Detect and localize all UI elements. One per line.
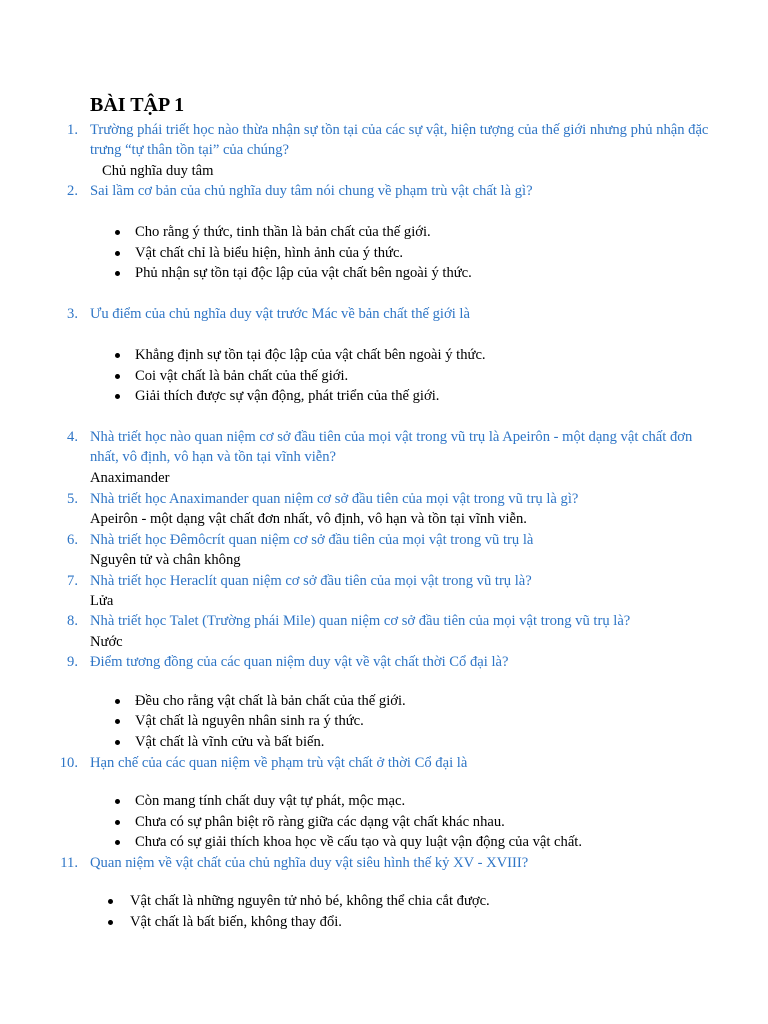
bullet-dot: [108, 920, 113, 925]
question-text: Điểm tương đồng của các quan niệm duy vật về vật chất thời Cổ đại là?: [90, 654, 509, 670]
question-number: 11.: [60, 855, 78, 871]
bullet-dot: [115, 230, 120, 235]
answer-7: Lửa: [90, 593, 114, 609]
question-number: 3.: [67, 306, 78, 322]
question-text: Nhà triết học nào quan niệm cơ sở đầu tiên của mọi vật trong vũ trụ là Apeirôn - một dạng vật chất đơn nhất, vô định, vô hạn và tồn tại vĩnh viễn?: [90, 429, 693, 465]
answer-6: Nguyên tử và chân không: [90, 552, 241, 568]
question-text: Sai lầm cơ bản của chủ nghĩa duy tâm nói chung về phạm trù vật chất là gì?: [90, 183, 533, 199]
bullet-dot: [115, 740, 120, 745]
answer-5: Apeirôn - một dạng vật chất đơn nhất, vô định, vô hạn và tồn tại vĩnh viễn.: [90, 511, 527, 527]
question-text: Nhà triết học Heraclít quan niệm cơ sở đầu tiên của mọi vật trong vũ trụ là?: [90, 573, 532, 589]
question-number: 5.: [67, 491, 78, 507]
bullet-dot: [108, 899, 113, 904]
answer-4: Anaximander: [90, 470, 170, 486]
list-item: Đều cho rằng vật chất là bản chất của thế giới.: [135, 693, 406, 709]
bullet-dot: [115, 840, 120, 845]
list-item: Còn mang tính chất duy vật tự phát, mộc mạc.: [135, 793, 406, 809]
bullet-dot: [115, 719, 120, 724]
list-item: Chưa có sự phân biệt rõ ràng giữa các dạng vật chất khác nhau.: [135, 814, 505, 830]
question-number: 6.: [67, 532, 78, 548]
question-text: Ưu điểm của chủ nghĩa duy vật trước Mác về bản chất thế giới là: [90, 306, 470, 322]
question-text: Nhà triết học Đêmôcrít quan niệm cơ sở đầu tiên của mọi vật trong vũ trụ là: [90, 532, 534, 548]
answer-1: Chủ nghĩa duy tâm: [102, 163, 214, 179]
page-title: BÀI TẬP 1: [90, 94, 185, 116]
list-item: Vật chất chỉ là biểu hiện, hình ảnh của ý thức.: [135, 245, 404, 261]
question-number: 1.: [67, 122, 78, 138]
bullet-dot: [115, 271, 120, 276]
answer-8: Nước: [90, 634, 123, 650]
list-item: Vật chất là bất biến, không thay đổi.: [130, 914, 342, 930]
list-item: Chưa có sự giải thích khoa học về cấu tạo và quy luật vận động của vật chất.: [135, 834, 583, 850]
bullet-dot: [115, 374, 120, 379]
bullet-dot: [115, 820, 120, 825]
bullet-dot: [115, 251, 120, 256]
list-item: Vật chất là những nguyên tử nhỏ bé, không thể chia cắt được.: [130, 893, 490, 909]
question-text: Hạn chế của các quan niệm về phạm trù vật chất ở thời Cổ đại là: [90, 755, 468, 771]
question-number: 8.: [67, 613, 78, 629]
question-number: 4.: [67, 429, 78, 445]
bullet-dot: [115, 394, 120, 399]
question-number: 7.: [67, 573, 78, 589]
question-text: Quan niệm về vật chất của chủ nghĩa duy vật siêu hình thế kỷ XV - XVIII?: [90, 855, 529, 871]
question-number: 2.: [67, 183, 78, 199]
question-text: Trường phái triết học nào thừa nhận sự tồn tại của các sự vật, hiện tượng của thế giới nhưng phủ nhận đặc trưng “tự thân tồn tại” của chúng?: [90, 122, 709, 158]
bullet-dot: [115, 699, 120, 704]
list-item: Khẳng định sự tồn tại độc lập của vật chất bên ngoài ý thức.: [135, 347, 486, 363]
question-text: Nhà triết học Talet (Trường phái Mile) quan niệm cơ sở đầu tiên của mọi vật trong vũ trụ là?: [90, 613, 631, 629]
question-text: Nhà triết học Anaximander quan niệm cơ sở đầu tiên của mọi vật trong vũ trụ là gì?: [90, 491, 579, 507]
list-item: Vật chất là nguyên nhân sinh ra ý thức.: [135, 713, 364, 729]
bullet-dot: [115, 353, 120, 358]
question-number: 9.: [67, 654, 78, 670]
list-item: Phủ nhận sự tồn tại độc lập của vật chất bên ngoài ý thức.: [135, 265, 472, 281]
list-item: Giải thích được sự vận động, phát triển của thế giới.: [135, 388, 440, 404]
bullet-dot: [115, 799, 120, 804]
list-item: Coi vật chất là bản chất của thế giới.: [135, 368, 349, 384]
list-item: Vật chất là vĩnh cửu và bất biến.: [135, 734, 325, 750]
question-number: 10.: [59, 755, 78, 771]
list-item: Cho rằng ý thức, tinh thần là bản chất của thế giới.: [135, 224, 431, 240]
